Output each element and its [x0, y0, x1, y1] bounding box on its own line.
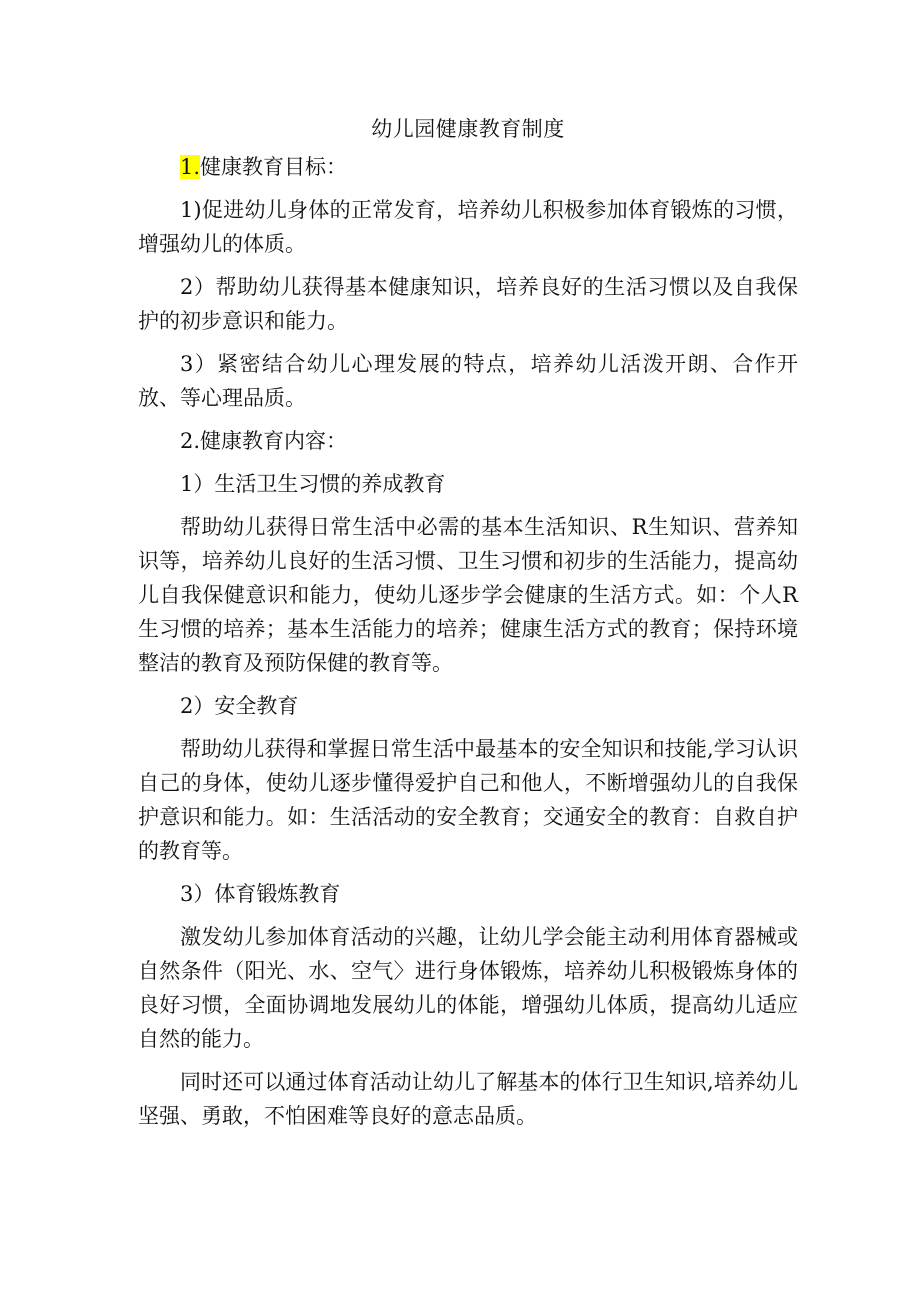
- section-1-heading-text: 健康教育目标：: [200, 155, 348, 179]
- document-content: [138, 112, 798, 1142]
- content-item-3-heading: 3）体育锻炼教育: [180, 882, 341, 906]
- goal-item-1: 1)促进幼儿身体的正常发育，培养幼儿积极参加体育锻炼的习惯，增强幼儿的体质。: [138, 198, 798, 256]
- goal-item-2: 2）帮助幼儿获得基本健康知识，培养良好的生活习惯以及自我保护的初步意识和能力。: [138, 275, 798, 333]
- page-title: 幼儿园健康教育制度: [371, 117, 565, 141]
- content-item-2-heading: 2）安全教育: [180, 694, 299, 718]
- content-item-3-extra: 同时还可以通过体育活动让幼儿了解基本的体行卫生知识,培养幼儿坚强、勇敢，不怕困难等良好的意志品质。: [138, 1070, 798, 1128]
- content-item-2-body: 帮助幼儿获得和掌握日常生活中最基本的安全知识和技能,学习认识自己的身体，使幼儿逐步懂得爱护自己和他人，不断增强幼儿的自我保护意识和能力。如：生活活动的安全教育；交通安全的教育：自救自护的教育等。: [138, 737, 798, 863]
- section-2-heading: 2.健康教育内容：: [180, 429, 348, 453]
- content-item-1-heading: 1）生活卫生习惯的养成教育: [180, 472, 446, 496]
- goal-item-3: 3）紧密结合幼儿心理发展的特点，培养幼儿活泼开朗、合作开放、等心理品质。: [138, 352, 798, 410]
- highlighted-section-number: 1.: [180, 155, 201, 179]
- section-1-heading: [138, 150, 798, 184]
- content-item-1-body: 帮助幼儿获得日常生活中必需的基本生活知识、R生知识、营养知识等，培养幼儿良好的生活习惯、卫生习惯和初步的生活能力，提高幼儿自我保健意识和能力，使幼儿逐步学会健康的生活方式。如：个人R生习惯的培养；基本生活能力的培养；健康生活方式的教育；保持环境整洁的教育及预防保健的教育等。: [138, 515, 798, 675]
- content-item-3-body: 激发幼儿参加体育活动的兴趣，让幼儿学会能主动利用体育器械或自然条件（阳光、水、空气〉进行身体锻炼，培养幼儿积极锻炼身体的良好习惯，全面协调地发展幼儿的体能，增强幼儿体质，提高幼儿适应自然的能力。: [138, 925, 798, 1051]
